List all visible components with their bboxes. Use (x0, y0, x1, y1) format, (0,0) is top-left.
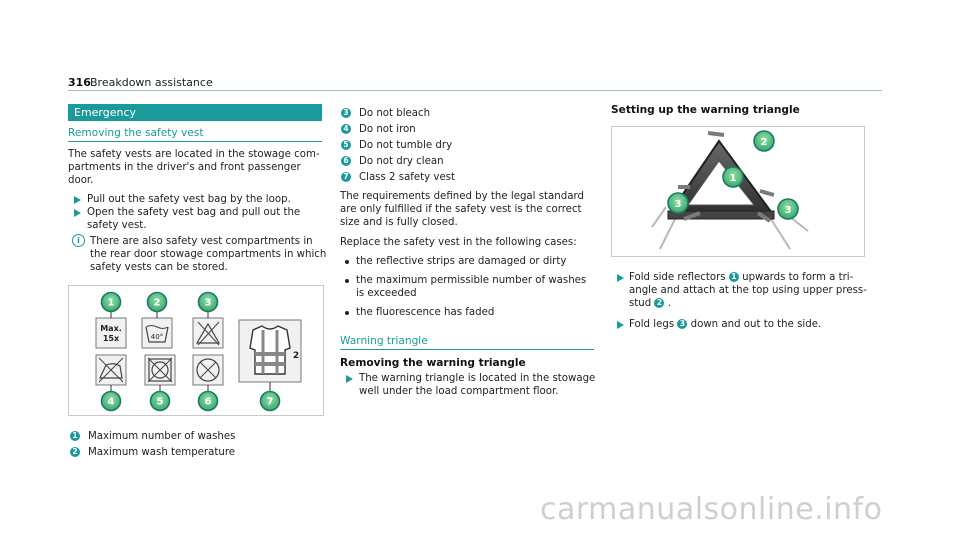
warning-triangle-svg (612, 127, 864, 256)
legend-badge: 5 (341, 140, 351, 150)
bullet-icon (345, 279, 349, 283)
max-washes-symbol (96, 318, 126, 348)
replace-intro: Replace the safety vest in the following cases: (340, 237, 577, 248)
step-arrow-icon (617, 274, 624, 282)
step-text: safety vest. (87, 220, 147, 231)
callout-number: 4 (107, 396, 115, 408)
note-line-2: the rear door stowage compartments in which (90, 249, 327, 260)
step-arrow-icon (74, 209, 81, 217)
bullet-icon (345, 260, 349, 264)
legend-text: Maximum number of washes (88, 431, 236, 442)
warning-triangle-figure (611, 126, 865, 257)
step-text: Fold legs (629, 319, 675, 330)
callout-badge (102, 293, 121, 312)
inline-badge: 1 (729, 272, 739, 282)
callout-badge (754, 131, 774, 151)
callout-number: 7 (266, 396, 274, 408)
vest-class-label: 2 (292, 351, 300, 361)
callout-badge (151, 392, 170, 411)
inline-badge: 3 (677, 319, 687, 329)
section-banner: Emergency (68, 104, 322, 121)
step-text: down and out to the side. (690, 319, 822, 330)
requirements-line-1: The requirements defined by the legal standard (340, 191, 584, 202)
bullet-text: the maximum permissible number of washes (356, 275, 587, 286)
intro-line-1: The safety vests are located in the stowage com- (68, 149, 320, 160)
callout-number: 3 (674, 199, 682, 210)
bullet-icon (345, 311, 349, 315)
callout-number: 6 (204, 396, 212, 408)
callout-badge (261, 392, 280, 411)
step-text: angle and attach at the top using upper press- (629, 285, 867, 296)
note-line-1: There are also safety vest compartments in (90, 236, 313, 247)
info-icon: i (72, 234, 85, 247)
subheading-warning-triangle: Warning triangle (340, 335, 428, 347)
step-text: stud (629, 298, 652, 309)
callout-number: 2 (760, 137, 768, 148)
legend-text: Do not dry clean (359, 156, 444, 167)
legend-badge: 6 (341, 156, 351, 166)
callout-badge (199, 392, 218, 411)
bullet-text: the reflective strips are damaged or dirty (356, 256, 567, 267)
legend-text: Do not iron (359, 124, 416, 135)
callout-number: 1 (107, 297, 115, 309)
intro-line-2: partments in the driver's and front passenger (68, 162, 301, 173)
count-label: 15x (102, 334, 120, 343)
care-symbols-figure (68, 285, 324, 416)
bullet-text: the fluorescence has faded (356, 307, 495, 318)
intro-line-3: door. (68, 175, 94, 186)
step-text: well under the load compartment floor. (359, 386, 559, 397)
step-line (629, 271, 853, 284)
step-text: upwards to form a tri- (742, 272, 854, 283)
subheading-removing-vest: Removing the safety vest (68, 127, 204, 139)
callout-number: 1 (729, 173, 737, 184)
care-symbols-svg (69, 286, 323, 415)
legend-badge: 7 (341, 172, 351, 182)
legend-badge: 1 (70, 431, 80, 441)
watermark: carmanualsonline.info (540, 492, 883, 527)
legend-badge: 2 (70, 447, 80, 457)
page-number: 316 (68, 76, 91, 89)
callout-badge (723, 167, 743, 187)
callout-number: 3 (204, 297, 212, 309)
callout-badge (148, 293, 167, 312)
note-line-3: safety vests can be stored. (90, 262, 228, 273)
step-text: Pull out the safety vest bag by the loop. (87, 194, 291, 205)
step-arrow-icon (346, 375, 353, 383)
step-text: . (667, 298, 671, 309)
step-arrow-icon (74, 196, 81, 204)
step-line (629, 297, 671, 310)
temp-label: 40° (150, 333, 164, 341)
page-title: Breakdown assistance (90, 76, 213, 89)
callout-badge (668, 193, 688, 213)
callout-badge (102, 392, 121, 411)
requirements-line-3: size and is fully closed. (340, 217, 458, 228)
legend-text: Class 2 safety vest (359, 172, 456, 183)
callout-number: 3 (784, 205, 792, 216)
callout-badge (199, 293, 218, 312)
requirements-line-2: are only fulfilled if the safety vest is the correct (340, 204, 582, 215)
callout-number: 2 (153, 297, 161, 309)
legend-text: Maximum wash temperature (88, 447, 236, 458)
legend-badge: 3 (341, 108, 351, 118)
subheading-divider (340, 349, 594, 350)
legend-badge: 4 (341, 124, 351, 134)
legend-text: Do not tumble dry (359, 140, 453, 151)
header-divider (68, 90, 882, 91)
callout-number: 5 (156, 396, 164, 408)
step-line (629, 318, 821, 331)
step-text: Open the safety vest bag and pull out the (87, 207, 301, 218)
step-text: Fold side reflectors (629, 272, 726, 283)
callout-badge (778, 199, 798, 219)
heading-removing-triangle: Removing the warning triangle (340, 357, 526, 369)
step-text: The warning triangle is located in the stowage (359, 373, 596, 384)
step-arrow-icon (617, 321, 624, 329)
inline-badge: 2 (654, 298, 664, 308)
max-label: Max. (100, 324, 122, 333)
subheading-divider (68, 141, 322, 142)
bullet-text: is exceeded (356, 288, 417, 299)
heading-setting-up-triangle: Setting up the warning triangle (611, 104, 800, 116)
legend-text: Do not bleach (359, 108, 431, 119)
